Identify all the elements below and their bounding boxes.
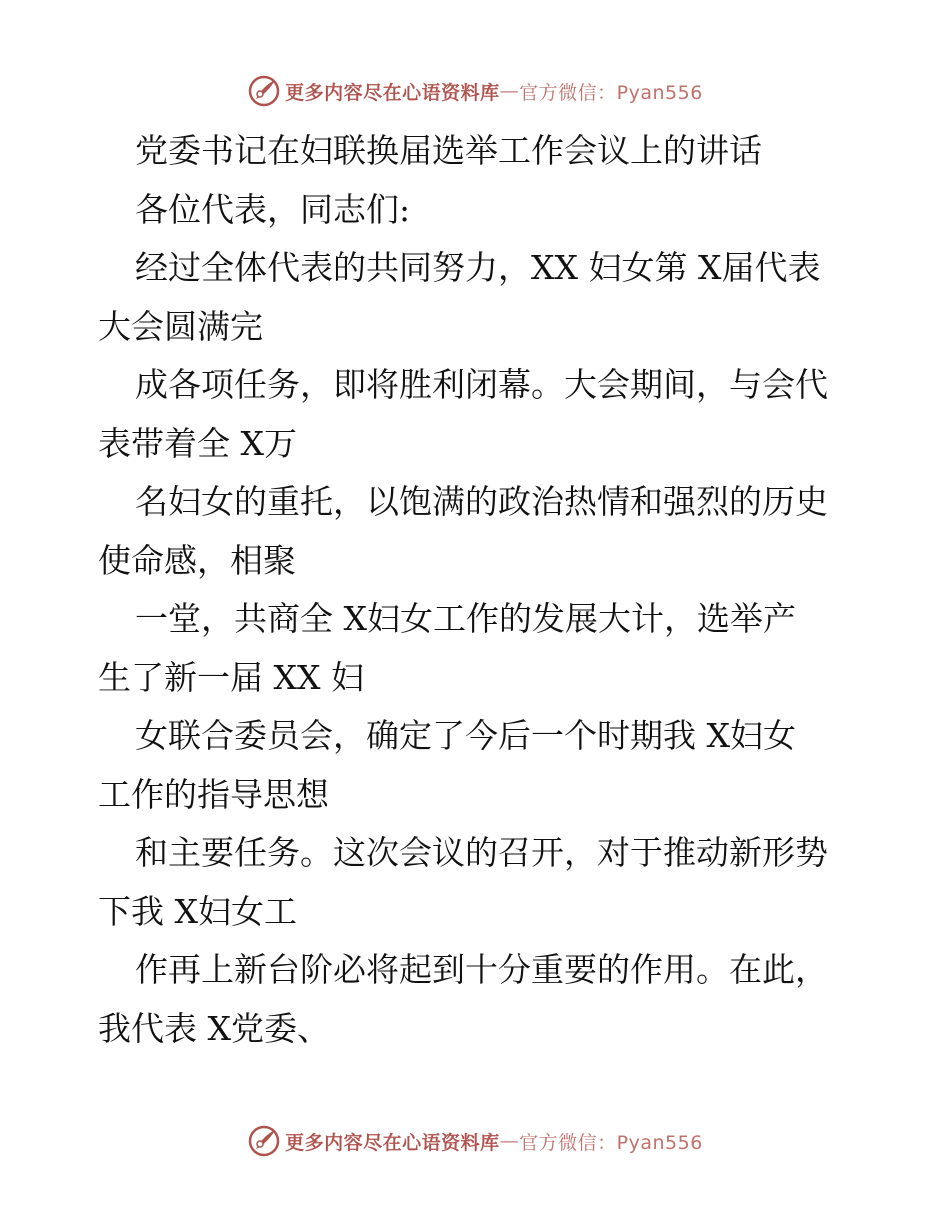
- watermark-contact-text: 官方微信：Pyan556: [519, 1131, 703, 1154]
- document-title: 党委书记在妇联换届选举工作会议上的讲话: [135, 131, 762, 170]
- text-line: 大会圆满完: [98, 306, 263, 346]
- text-line: 工作的指导思想: [98, 774, 329, 814]
- text-line: 经过全体代表的共同努力，XX 妇女第 X届代表: [135, 248, 821, 287]
- text-line: 作再上新台阶必将起到十分重要的作用。在此，: [135, 950, 828, 989]
- text-line: 名妇女的重托，以饱满的政治热情和强烈的历史: [135, 482, 828, 521]
- text-line: 和主要任务。这次会议的召开，对于推动新形势: [135, 833, 828, 872]
- text-line: 表带着全 X万: [98, 423, 297, 463]
- text-line: 女联合委员会，确定了今后一个时期我 X妇女: [135, 716, 796, 755]
- header-watermark: [0, 74, 950, 108]
- text-line: 下我 X妇女工: [98, 891, 297, 931]
- watermark-main-text: 更多内容尽在心语资料库: [285, 81, 500, 104]
- feather-pen-logo-icon: [247, 1124, 281, 1158]
- text-line: 生了新一届 XX 妇: [98, 657, 364, 697]
- text-line: 各位代表，同志们:: [135, 189, 411, 229]
- watermark-dash: —: [499, 1130, 520, 1152]
- watermark-contact-text: 官方微信：Pyan556: [519, 81, 703, 104]
- watermark-main-text: 更多内容尽在心语资料库: [285, 1131, 500, 1154]
- text-line: 我代表 X党委、: [98, 1008, 330, 1048]
- text-line: 成各项任务，即将胜利闭幕。大会期间，与会代: [135, 365, 828, 404]
- watermark-dash: —: [499, 80, 520, 102]
- document-body: [98, 122, 858, 1058]
- footer-watermark: [0, 1124, 950, 1158]
- text-line: 使命感，相聚: [98, 540, 296, 580]
- feather-pen-logo-icon: [247, 74, 281, 108]
- text-line: 一堂，共商全 X妇女工作的发展大计，选举产: [135, 599, 796, 638]
